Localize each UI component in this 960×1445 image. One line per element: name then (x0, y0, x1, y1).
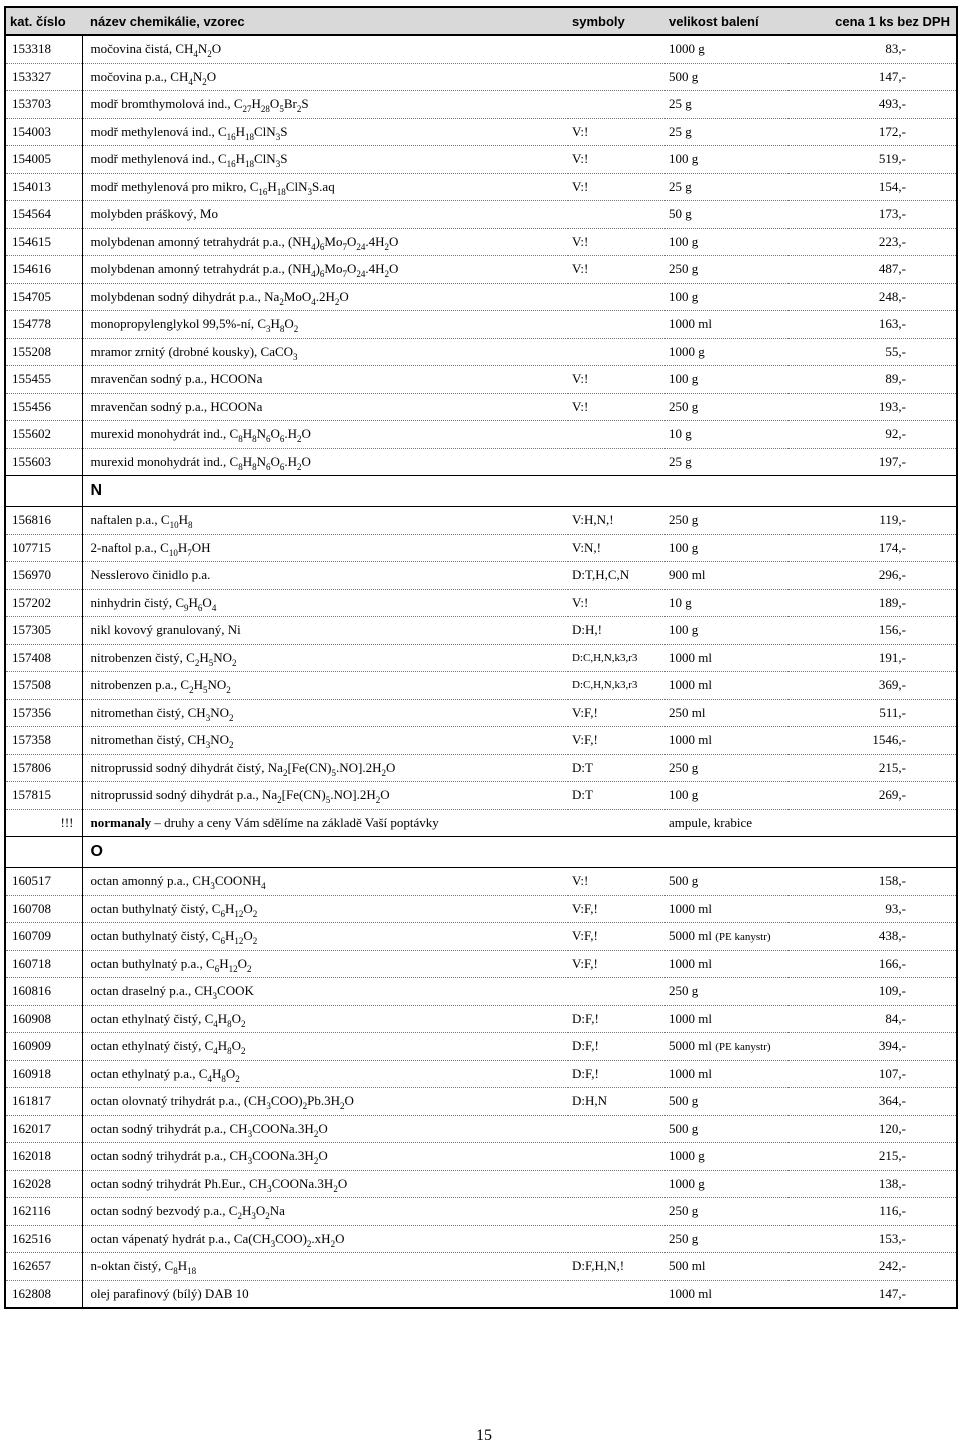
catalog-number: 157815 (5, 782, 82, 810)
package-size: 1000 ml (665, 950, 788, 978)
table-body (5, 35, 957, 1308)
hazard-symbols (568, 1143, 665, 1171)
package-size: 100 g (665, 228, 788, 256)
price: 83,- (788, 35, 957, 63)
catalog-number: 160909 (5, 1033, 82, 1061)
catalog-number: 154705 (5, 283, 82, 311)
section-header-row (5, 476, 957, 507)
catalog-number: 162808 (5, 1280, 82, 1308)
table-row (5, 868, 957, 896)
package-size: 25 g (665, 448, 788, 476)
package-size: 100 g (665, 283, 788, 311)
price: 120,- (788, 1115, 957, 1143)
table-row (5, 562, 957, 590)
price: 215,- (788, 1143, 957, 1171)
hazard-symbols (568, 1225, 665, 1253)
hazard-symbols: D:T (568, 754, 665, 782)
price: 191,- (788, 644, 957, 672)
price: 55,- (788, 338, 957, 366)
package-size: 500 g (665, 1088, 788, 1116)
catalog-number: 156816 (5, 507, 82, 535)
table-row (5, 256, 957, 284)
header-catalog-number: kat. číslo (5, 7, 82, 35)
table-row (5, 589, 957, 617)
catalog-number: 162017 (5, 1115, 82, 1143)
hazard-symbols: V:F,! (568, 727, 665, 755)
hazard-symbols: V:F,! (568, 923, 665, 951)
catalog-number: 160918 (5, 1060, 82, 1088)
info-package: ampule, krabice (665, 809, 957, 837)
package-size: 25 g (665, 118, 788, 146)
chemical-name: 2-naftol p.a., $C_{10}H_7OH$ (82, 534, 568, 562)
table-row (5, 699, 957, 727)
table-row (5, 978, 957, 1006)
table-row (5, 421, 957, 449)
chemical-name: octan buthylnatý čistý, $C_6H_{12}O_2$ (82, 895, 568, 923)
section-letter: N (82, 476, 957, 507)
catalog-number: 154778 (5, 311, 82, 339)
price: 242,- (788, 1253, 957, 1281)
chemical-name: octan sodný trihydrát p.a., $CH_3COONa.3H_2O$ (82, 1143, 568, 1171)
chemical-name: nitrobenzen čistý, $C_2H_5NO_2$ (82, 644, 568, 672)
package-size: 500 g (665, 63, 788, 91)
package-size: 1000 g (665, 1143, 788, 1171)
chemical-name: octan sodný trihydrát p.a., $CH_3COONa.3H_2O$ (82, 1115, 568, 1143)
package-size: 5000 ml (PE kanystr) (665, 923, 788, 951)
catalog-number: 153703 (5, 91, 82, 119)
catalog-number: 157408 (5, 644, 82, 672)
package-size: 1000 g (665, 1170, 788, 1198)
catalog-number: 160718 (5, 950, 82, 978)
catalog-number: 161817 (5, 1088, 82, 1116)
catalog-number: 154564 (5, 201, 82, 229)
price: 107,- (788, 1060, 957, 1088)
hazard-symbols (568, 311, 665, 339)
hazard-symbols: V:! (568, 589, 665, 617)
chemical-name: n-oktan čistý, $C_8H_{18}$ (82, 1253, 568, 1281)
hazard-symbols (568, 1115, 665, 1143)
price: 93,- (788, 895, 957, 923)
price: 438,- (788, 923, 957, 951)
package-size: 50 g (665, 201, 788, 229)
catalog-number: 162116 (5, 1198, 82, 1226)
catalog-number: 160816 (5, 978, 82, 1006)
hazard-symbols: V:N,! (568, 534, 665, 562)
chemical-name: octan ethylnatý čistý, $C_4H_8O_2$ (82, 1005, 568, 1033)
catalog-number: 155208 (5, 338, 82, 366)
hazard-symbols (568, 91, 665, 119)
chemical-name: molybden práškový, Mo (82, 201, 568, 229)
chemical-name: modř bromthymolová ind., $C_{27}H_{28}O_5Br_2S$ (82, 91, 568, 119)
package-size: 1000 g (665, 35, 788, 63)
table-row (5, 534, 957, 562)
chemical-name: molybdenan amonný tetrahydrát p.a., $(NH_4)_6Mo_7O_{24}.4H_2O$ (82, 256, 568, 284)
catalog-number: 155602 (5, 421, 82, 449)
hazard-symbols (568, 201, 665, 229)
section-spacer (5, 476, 82, 507)
hazard-symbols: V:! (568, 393, 665, 421)
package-note: (PE kanystr) (715, 1041, 771, 1054)
table-row (5, 63, 957, 91)
hazard-symbols: D:T (568, 782, 665, 810)
catalog-number: 155603 (5, 448, 82, 476)
catalog-number: 162516 (5, 1225, 82, 1253)
price: 147,- (788, 1280, 957, 1308)
chemical-name: nitrobenzen p.a., $C_2H_5NO_2$ (82, 672, 568, 700)
chemical-name: octan sodný trihydrát Ph.Eur., $CH_3COONa.3H_2O$ (82, 1170, 568, 1198)
table-row (5, 782, 957, 810)
catalog-number: 154003 (5, 118, 82, 146)
hazard-symbols: D:H,! (568, 617, 665, 645)
package-size: 1000 ml (665, 895, 788, 923)
package-size: 500 ml (665, 1253, 788, 1281)
price: 394,- (788, 1033, 957, 1061)
hazard-symbols (568, 338, 665, 366)
hazard-symbols: V:F,! (568, 895, 665, 923)
table-row (5, 311, 957, 339)
hazard-symbols: D:C,H,N,k3,r3 (568, 644, 665, 672)
price: 153,- (788, 1225, 957, 1253)
catalog-number: 157356 (5, 699, 82, 727)
package-size: 10 g (665, 421, 788, 449)
catalog-number: 153318 (5, 35, 82, 63)
table-row (5, 1060, 957, 1088)
catalog-number: 157806 (5, 754, 82, 782)
chemical-name: octan olovnatý trihydrát p.a., $(CH_3COO)_2Pb.3H_2O$ (82, 1088, 568, 1116)
table-row (5, 895, 957, 923)
package-size: 10 g (665, 589, 788, 617)
table-row (5, 1143, 957, 1171)
package-size: 1000 ml (665, 311, 788, 339)
package-size: 900 ml (665, 562, 788, 590)
package-size: 100 g (665, 617, 788, 645)
price: 154,- (788, 173, 957, 201)
catalog-number: 154013 (5, 173, 82, 201)
package-size: 1000 g (665, 338, 788, 366)
header-symbols: symboly (568, 7, 665, 35)
price: 119,- (788, 507, 957, 535)
price: 172,- (788, 118, 957, 146)
hazard-symbols: V:F,! (568, 699, 665, 727)
table-row (5, 338, 957, 366)
hazard-symbols: D:H,N (568, 1088, 665, 1116)
table-row (5, 644, 957, 672)
table-row (5, 91, 957, 119)
chemical-name: octan draselný p.a., $CH_3COOK$ (82, 978, 568, 1006)
chemical-name: mravenčan sodný p.a., HCOONa (82, 393, 568, 421)
package-size: 1000 ml (665, 727, 788, 755)
catalog-page (4, 6, 956, 1444)
price: 116,- (788, 1198, 957, 1226)
package-size: 500 g (665, 1115, 788, 1143)
catalog-number: 154005 (5, 146, 82, 174)
package-size: 5000 ml (PE kanystr) (665, 1033, 788, 1061)
price: 269,- (788, 782, 957, 810)
package-size: 1000 ml (665, 1005, 788, 1033)
chemical-name: octan ethylnatý p.a., $C_4H_8O_2$ (82, 1060, 568, 1088)
catalog-number: 157358 (5, 727, 82, 755)
price: 156,- (788, 617, 957, 645)
chemical-name: molybdenan sodný dihydrát p.a., $Na_2MoO_4.2H_2O$ (82, 283, 568, 311)
chemical-name: močovina p.a., $CH_4N_2O$ (82, 63, 568, 91)
catalog-number: 162657 (5, 1253, 82, 1281)
chemical-name: nitroprussid sodný dihydrát p.a., $Na_2[Fe(CN)_5.NO].2H_2O$ (82, 782, 568, 810)
header-price: cena 1 ks bez DPH (788, 7, 957, 35)
catalog-number: 154615 (5, 228, 82, 256)
chemical-name: octan ethylnatý čistý, $C_4H_8O_2$ (82, 1033, 568, 1061)
chemical-name: monopropylenglykol 99,5%-ní, $C_3H_8O_2$ (82, 311, 568, 339)
info-marker: !!! (5, 809, 82, 837)
hazard-symbols: V:! (568, 868, 665, 896)
price: 109,- (788, 978, 957, 1006)
price: 296,- (788, 562, 957, 590)
table-row (5, 672, 957, 700)
catalog-number: 155455 (5, 366, 82, 394)
price: 511,- (788, 699, 957, 727)
chemical-name: octan buthylnatý p.a., $C_6H_{12}O_2$ (82, 950, 568, 978)
chemical-name: nitromethan čistý, $CH_3NO_2$ (82, 699, 568, 727)
table-row (5, 366, 957, 394)
page-number: 15 (476, 1427, 492, 1444)
table-row (5, 617, 957, 645)
price: 487,- (788, 256, 957, 284)
price: 163,- (788, 311, 957, 339)
package-size: 100 g (665, 366, 788, 394)
catalog-number: 153327 (5, 63, 82, 91)
table-row (5, 1033, 957, 1061)
chemical-name: mravenčan sodný p.a., HCOONa (82, 366, 568, 394)
chemical-name: nitroprussid sodný dihydrát čistý, $Na_2[Fe(CN)_5.NO].2H_2O$ (82, 754, 568, 782)
table-row (5, 283, 957, 311)
hazard-symbols: V:! (568, 228, 665, 256)
table-row (5, 1005, 957, 1033)
chemical-name: Nesslerovo činidlo p.a. (82, 562, 568, 590)
price: 92,- (788, 421, 957, 449)
chemical-name: octan vápenatý hydrát p.a., $Ca(CH_3COO)_2.xH_2O$ (82, 1225, 568, 1253)
price: 223,- (788, 228, 957, 256)
hazard-symbols (568, 978, 665, 1006)
catalog-number: 160709 (5, 923, 82, 951)
price: 248,- (788, 283, 957, 311)
catalog-number: 160708 (5, 895, 82, 923)
price: 1546,- (788, 727, 957, 755)
section-letter: O (82, 837, 957, 868)
package-size: 250 g (665, 1198, 788, 1226)
package-size: 100 g (665, 534, 788, 562)
table-row (5, 754, 957, 782)
hazard-symbols: V:! (568, 256, 665, 284)
price: 166,- (788, 950, 957, 978)
chemical-name: nikl kovový granulovaný, Ni (82, 617, 568, 645)
package-size: 250 g (665, 507, 788, 535)
package-size: 1000 ml (665, 672, 788, 700)
hazard-symbols: V:F,! (568, 950, 665, 978)
table-row (5, 228, 957, 256)
header-package-size: velikost balení (665, 7, 788, 35)
chemical-name: modř methylenová ind., $C_{16}H_{18}ClN_3S$ (82, 118, 568, 146)
hazard-symbols (568, 421, 665, 449)
section-header-row (5, 837, 957, 868)
package-size: 1000 ml (665, 644, 788, 672)
table-row (5, 118, 957, 146)
table-row (5, 1225, 957, 1253)
chemical-name: molybdenan amonný tetrahydrát p.a., $(NH_4)_6Mo_7O_{24}.4H_2O$ (82, 228, 568, 256)
hazard-symbols: V:! (568, 366, 665, 394)
table-row (5, 1115, 957, 1143)
price: 84,- (788, 1005, 957, 1033)
table-header (5, 7, 957, 35)
catalog-number: 157508 (5, 672, 82, 700)
package-size: 25 g (665, 173, 788, 201)
package-size: 250 g (665, 754, 788, 782)
package-size: 25 g (665, 91, 788, 119)
price: 158,- (788, 868, 957, 896)
chemicals-price-table (4, 6, 958, 1309)
chemical-name: octan amonný p.a., $CH_3COONH_4$ (82, 868, 568, 896)
package-size: 1000 ml (665, 1280, 788, 1308)
chemical-name: octan buthylnatý čistý, $C_6H_{12}O_2$ (82, 923, 568, 951)
hazard-symbols (568, 1198, 665, 1226)
hazard-symbols (568, 63, 665, 91)
package-note: (PE kanystr) (715, 931, 771, 944)
price: 193,- (788, 393, 957, 421)
package-size: 500 g (665, 868, 788, 896)
table-row (5, 507, 957, 535)
catalog-number: 107715 (5, 534, 82, 562)
table-row (5, 448, 957, 476)
hazard-symbols (568, 1280, 665, 1308)
table-row (5, 1088, 957, 1116)
price: 173,- (788, 201, 957, 229)
catalog-number: 157202 (5, 589, 82, 617)
table-row (5, 1253, 957, 1281)
section-spacer (5, 837, 82, 868)
price: 138,- (788, 1170, 957, 1198)
catalog-number: 155456 (5, 393, 82, 421)
package-size: 100 g (665, 782, 788, 810)
price: 215,- (788, 754, 957, 782)
hazard-symbols (568, 448, 665, 476)
chemical-name: olej parafinový (bílý) DAB 10 (82, 1280, 568, 1308)
table-row (5, 173, 957, 201)
package-size: 250 g (665, 1225, 788, 1253)
hazard-symbols: V:H,N,! (568, 507, 665, 535)
chemical-name: mramor zrnitý (drobné kousky), CaCO$_3$ (82, 338, 568, 366)
table-row (5, 201, 957, 229)
package-size: 250 g (665, 256, 788, 284)
table-row (5, 1170, 957, 1198)
chemical-name: ninhydrin čistý, $C_9H_6O_4$ (82, 589, 568, 617)
hazard-symbols: D:F,! (568, 1033, 665, 1061)
hazard-symbols (568, 283, 665, 311)
table-row (5, 950, 957, 978)
hazard-symbols (568, 1170, 665, 1198)
hazard-symbols: D:F,! (568, 1060, 665, 1088)
hazard-symbols: V:! (568, 118, 665, 146)
catalog-number: 162018 (5, 1143, 82, 1171)
chemical-name: nitromethan čistý, $CH_3NO_2$ (82, 727, 568, 755)
price: 519,- (788, 146, 957, 174)
package-size: 250 g (665, 978, 788, 1006)
price: 89,- (788, 366, 957, 394)
info-row (5, 809, 957, 837)
price: 364,- (788, 1088, 957, 1116)
chemical-name: modř methylenová ind., $C_{16}H_{18}ClN_3S$ (82, 146, 568, 174)
hazard-symbols: D:F,H,N,! (568, 1253, 665, 1281)
header-chemical-name: název chemikálie, vzorec (82, 7, 568, 35)
price: 189,- (788, 589, 957, 617)
chemical-name: naftalen p.a., $C_{10}H_8$ (82, 507, 568, 535)
table-row (5, 1198, 957, 1226)
price: 493,- (788, 91, 957, 119)
table-row (5, 393, 957, 421)
package-size: 1000 ml (665, 1060, 788, 1088)
table-row (5, 1280, 957, 1308)
package-size: 250 g (665, 393, 788, 421)
catalog-number: 156970 (5, 562, 82, 590)
chemical-name: octan sodný bezvodý p.a., $C_2H_3O_2Na$ (82, 1198, 568, 1226)
package-size: 100 g (665, 146, 788, 174)
hazard-symbols: D:T,H,C,N (568, 562, 665, 590)
catalog-number: 154616 (5, 256, 82, 284)
price: 147,- (788, 63, 957, 91)
table-row (5, 146, 957, 174)
table-row (5, 923, 957, 951)
catalog-number: 162028 (5, 1170, 82, 1198)
price: 369,- (788, 672, 957, 700)
catalog-number: 160517 (5, 868, 82, 896)
hazard-symbols: V:! (568, 173, 665, 201)
hazard-symbols: D:F,! (568, 1005, 665, 1033)
catalog-number: 160908 (5, 1005, 82, 1033)
catalog-number: 157305 (5, 617, 82, 645)
chemical-name: murexid monohydrát ind., $C_8H_8N_6O_6.H_2O$ (82, 421, 568, 449)
chemical-name: modř methylenová pro mikro, $C_{16}H_{18}ClN_3S.aq$ (82, 173, 568, 201)
hazard-symbols (568, 35, 665, 63)
package-size: 250 ml (665, 699, 788, 727)
table-row (5, 35, 957, 63)
chemical-name: murexid monohydrát ind., $C_8H_8N_6O_6.H_2O$ (82, 448, 568, 476)
table-row (5, 727, 957, 755)
price: 197,- (788, 448, 957, 476)
info-text: normanaly – druhy a ceny Vám sdělíme na základě Vaší poptávky (82, 809, 665, 837)
hazard-symbols: V:! (568, 146, 665, 174)
chemical-name: močovina čistá, $CH_4N_2O$ (82, 35, 568, 63)
price: 174,- (788, 534, 957, 562)
hazard-symbols: D:C,H,N,k3,r3 (568, 672, 665, 700)
